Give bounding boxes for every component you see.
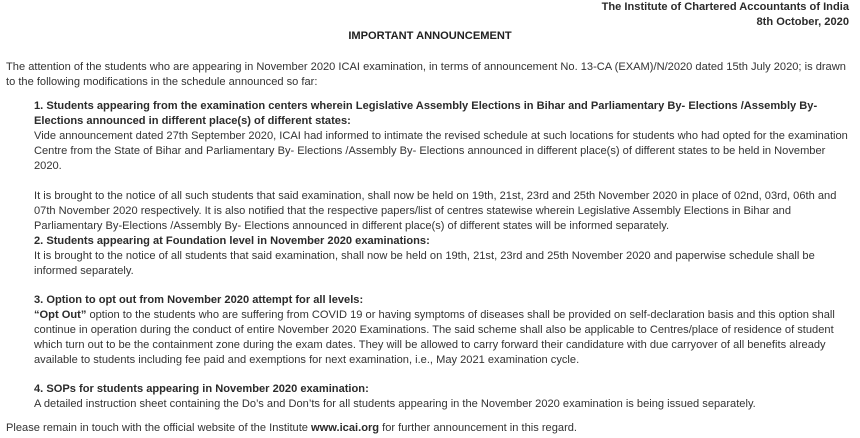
footer-text-after: for further announcement in this regard. xyxy=(379,422,578,434)
section-bihar-elections xyxy=(34,99,850,234)
section-heading: 1. Students appearing from the examination centers wherein Legislative Assembly Elections in Bihar and Parliamentary By- Elections /Assembly By- Elections announced in different place(s) of different states: xyxy=(34,100,818,127)
header-block xyxy=(602,0,849,30)
section-heading: 3. Option to opt out from November 2020 attempt for all levels: xyxy=(34,294,364,306)
page-title: IMPORTANT ANNOUNCEMENT xyxy=(348,30,512,42)
intro-paragraph: The attention of the students who are appearing in November 2020 ICAI examination, in terms of announcement No. 13-CA (EXAM)/N/2020 dated 15th July 2020; is drawn to the following modifications in the schedule announced so far: xyxy=(6,61,846,88)
section-heading: 2. Students appearing at Foundation level in November 2020 examinations: xyxy=(34,235,430,247)
section-paragraph: It is brought to the notice of all students that said examination, shall now be held on 19th, 21st, 23rd and 25th November 2020 and paperwise schedule shall be informed separately. xyxy=(34,250,815,277)
opt-out-label: “Opt Out” xyxy=(34,309,87,321)
organization-name: The Institute of Chartered Accountants of India xyxy=(601,1,849,13)
icai-website-link[interactable]: www.icai.org xyxy=(311,422,380,434)
section-paragraph: It is brought to the notice of all such students that said examination, shall now be held on 19th, 21st, 23rd and 25th November 2020 in place of 02nd, 03rd, 06th and 07th November 2020 respectively. It is also notified that the respective papers/list of centres statewise wherein Legislative Assembly Elections in Bihar and Parliamentary By-Elections /Assembly By- Elections announced in different place(s) of different states will be informed separately. xyxy=(34,190,837,232)
section-foundation-level xyxy=(34,234,850,279)
footer-note xyxy=(6,421,851,436)
announcement-date: 8th October, 2020 xyxy=(756,16,849,28)
section-opt-out xyxy=(34,293,850,368)
section-paragraph: A detailed instruction sheet containing the Do’s and Don’ts for all students appearing in the November 2020 examination is being issued separately. xyxy=(34,398,756,410)
section-sops xyxy=(34,382,850,412)
footer-text-before: Please remain in touch with the official website of the Institute xyxy=(6,422,312,434)
section-paragraph xyxy=(34,308,850,368)
section-paragraph: Vide announcement dated 27th September 2020, ICAI had informed to intimate the revised schedule at such locations for students who had opted for the examination Centre from the State of Bihar and Parliamentary By- Elections /Assembly By- Elections announced in different place(s) of different states to be held in November 2020. xyxy=(34,130,848,172)
opt-out-text: option to the students who are suffering from COVID 19 or having symptoms of diseases shall be provided on self-declaration basis and this option shall continue in operation during the conduct of entire November 2020 Examinations. The said scheme shall also be applicable to Centres/place of residence of student which turn out to be the containment zone during the exam dates. They will be allowed to carry forward their candidature with due carryover of all benefits already available to students including fee paid and exemptions for next examination, i.e., May 2021 examination cycle. xyxy=(34,309,835,366)
section-heading: 4. SOPs for students appearing in November 2020 examination: xyxy=(34,383,369,395)
